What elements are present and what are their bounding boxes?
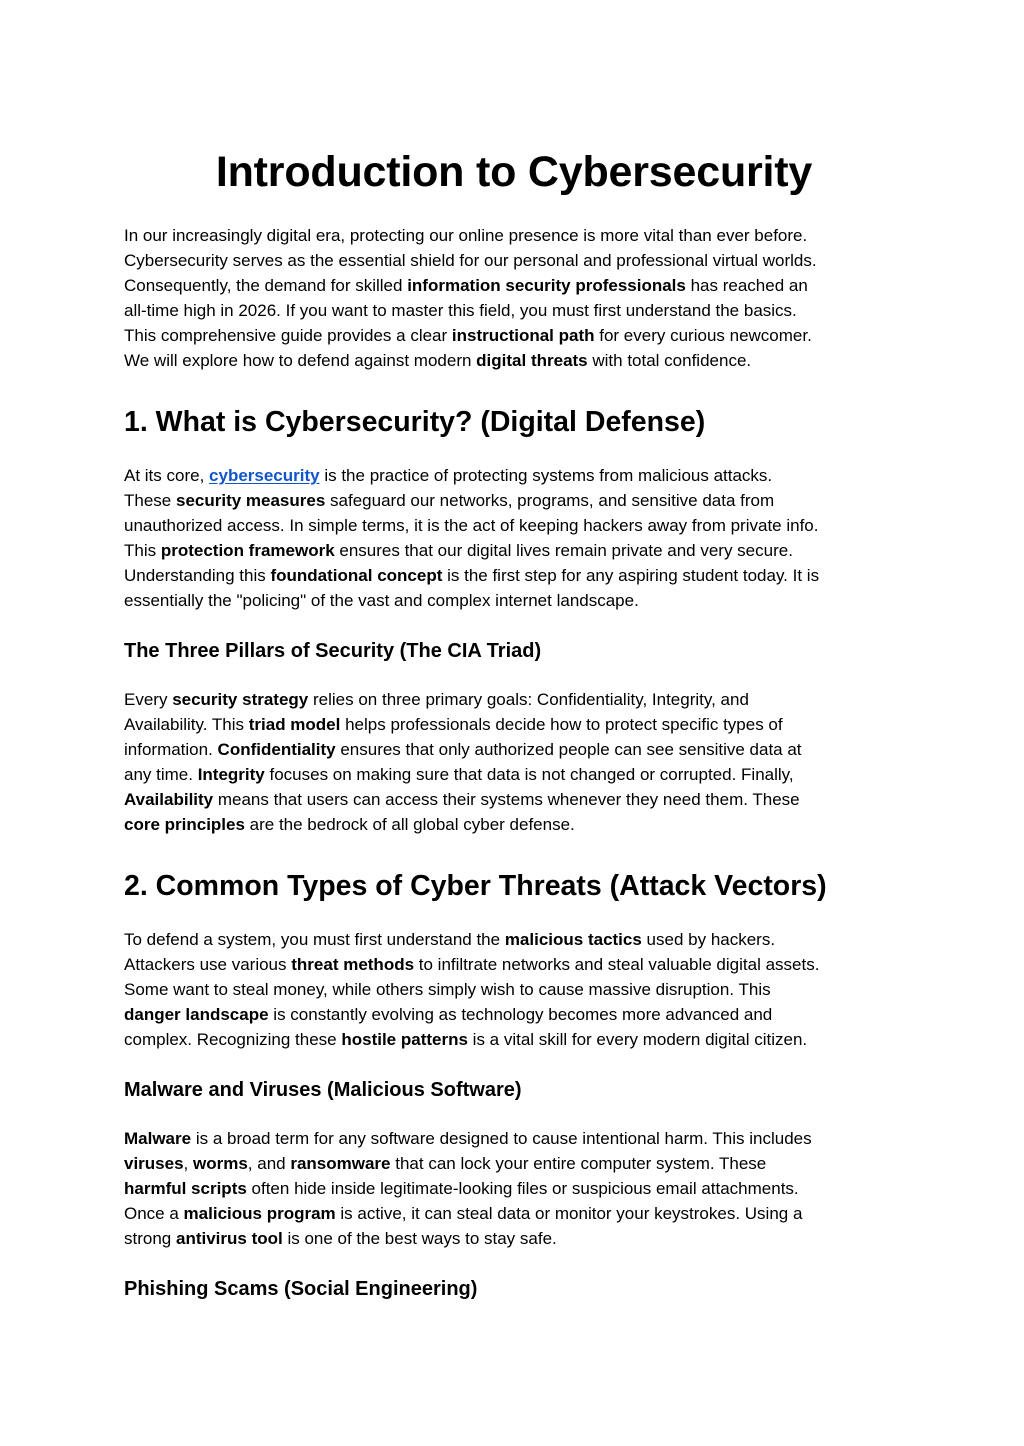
text-span: Some want to steal money, while others simply wish to cause massive disruption. This [124,980,771,999]
intro-paragraph [124,223,904,373]
text-span: To defend a system, you must first understand the [124,930,505,949]
bold-term: instructional path [451,326,595,345]
bold-term: antivirus tool [175,1229,283,1248]
bold-term: security strategy [172,690,309,709]
text-line [124,1201,904,1226]
section-1-paragraph [124,463,904,613]
section-heading: 2. Common Types of Cyber Threats (Attack Vectors) [124,870,827,902]
text-span: We will explore how to defend against modern [124,351,477,370]
text-line [124,588,904,613]
text-span: are the bedrock of all global cyber defense. [244,815,575,834]
cybersecurity-link[interactable]: cybersecurity [209,466,320,485]
bold-term: viruses [124,1154,184,1173]
text-span: to infiltrate networks and steal valuable digital assets. [414,955,820,974]
text-span: is the first step for any aspiring student today. It is [442,566,820,585]
text-line [124,488,904,513]
text-span: is a broad term for any software designed to cause intentional harm. This includes [191,1129,812,1148]
text-line [124,223,904,248]
text-span: for every curious newcomer. [594,326,812,345]
subsection-heading: Malware and Viruses (Malicious Software) [124,1079,522,1101]
text-line [124,762,904,787]
text-line [124,1151,904,1176]
text-line [124,787,904,812]
text-line [124,687,904,712]
bold-term: digital threats [476,351,588,370]
bold-term: triad model [248,715,341,734]
bold-term: hostile patterns [341,1030,468,1049]
bold-term: worms [193,1154,248,1173]
text-span: has reached an [685,276,808,295]
bold-term: ransomware [290,1154,391,1173]
bold-term: Malware [124,1129,192,1148]
text-span: These [124,491,176,510]
text-span: relies on three primary goals: Confidentiality, Integrity, and [308,690,749,709]
text-span: unauthorized access. In simple terms, it is the act of keeping hackers away from private info. [124,516,819,535]
bold-term: security measures [175,491,326,510]
text-span: is active, it can steal data or monitor your keystrokes. Using a [335,1204,803,1223]
text-span: is one of the best ways to stay safe. [282,1229,557,1248]
text-line [124,1176,904,1201]
text-span: safeguard our networks, programs, and sensitive data from [325,491,775,510]
text-line [124,273,904,298]
text-span: Every [124,690,173,709]
text-span: often hide inside legitimate-looking files or suspicious email attachments. [246,1179,799,1198]
bold-term: core principles [124,815,245,834]
text-line [124,812,904,837]
text-span: all-time high in 2026. If you want to master this field, you must first understand the basics. [124,301,797,320]
text-span: is a vital skill for every modern digital citizen. [467,1030,808,1049]
section-heading: 1. What is Cybersecurity? (Digital Defense) [124,406,706,438]
text-span: any time. [124,765,198,784]
text-line [124,712,904,737]
text-span: ensures that our digital lives remain private and very secure. [334,541,793,560]
text-span: This comprehensive guide provides a clear [124,326,452,345]
bold-term: protection framework [160,541,335,560]
text-line [124,563,904,588]
text-span: information. [124,740,218,759]
text-span: is the practice of protecting systems from malicious attacks. [319,466,773,485]
text-line [124,298,904,323]
malware-paragraph [124,1126,904,1251]
text-line [124,463,904,488]
text-span: means that users can access their systems whenever they need them. These [213,790,800,809]
bold-term: danger landscape [124,1005,269,1024]
text-line [124,538,904,563]
text-span: is constantly evolving as technology becomes more advanced and [268,1005,773,1024]
text-span: helps professionals decide how to protect specific types of [340,715,783,734]
text-span: Understanding this [124,566,271,585]
text-line [124,348,904,373]
text-span: In our increasingly digital era, protecting our online presence is more vital than ever before. [124,226,808,245]
text-span: essentially the "policing" of the vast and complex internet landscape. [124,591,639,610]
text-span: focuses on making sure that data is not changed or corrupted. Finally, [264,765,794,784]
text-span: strong [124,1229,176,1248]
bold-term: information security professionals [407,276,686,295]
text-span: that can lock your entire computer system. These [390,1154,767,1173]
bold-term: malicious program [183,1204,336,1223]
text-span: This [124,541,161,560]
bold-term: Confidentiality [217,740,336,759]
text-line [124,737,904,762]
page-title: Introduction to Cybersecurity [215,148,813,196]
text-span: ensures that only authorized people can see sensitive data at [335,740,802,759]
text-line [124,513,904,538]
bold-term: Availability [124,790,214,809]
text-line [124,1226,904,1251]
text-span: At its core, [124,466,210,485]
text-line [124,323,904,348]
section-2-paragraph [124,927,904,1052]
text-line [124,248,904,273]
text-span: used by hackers. [641,930,776,949]
text-line [124,977,904,1002]
bold-term: threat methods [291,955,415,974]
bold-term: malicious tactics [504,930,642,949]
text-span: Cybersecurity serves as the essential shield for our personal and professional virtual worlds. [124,251,817,270]
subsection-heading: The Three Pillars of Security (The CIA Triad) [124,640,542,662]
bold-term: harmful scripts [124,1179,247,1198]
cia-triad-paragraph [124,687,904,837]
text-span: Once a [124,1204,184,1223]
bold-term: Integrity [197,765,265,784]
subsection-heading: Phishing Scams (Social Engineering) [124,1278,478,1300]
text-line [124,952,904,977]
text-span: Availability. This [124,715,249,734]
text-line [124,1002,904,1027]
text-span: , [183,1154,193,1173]
text-span: with total confidence. [587,351,752,370]
text-line [124,1126,904,1151]
text-line [124,927,904,952]
text-line [124,1027,904,1052]
text-span: complex. Recognizing these [124,1030,342,1049]
text-span: Consequently, the demand for skilled [124,276,408,295]
text-span: , and [247,1154,291,1173]
bold-term: foundational concept [270,566,443,585]
text-span: Attackers use various [124,955,292,974]
